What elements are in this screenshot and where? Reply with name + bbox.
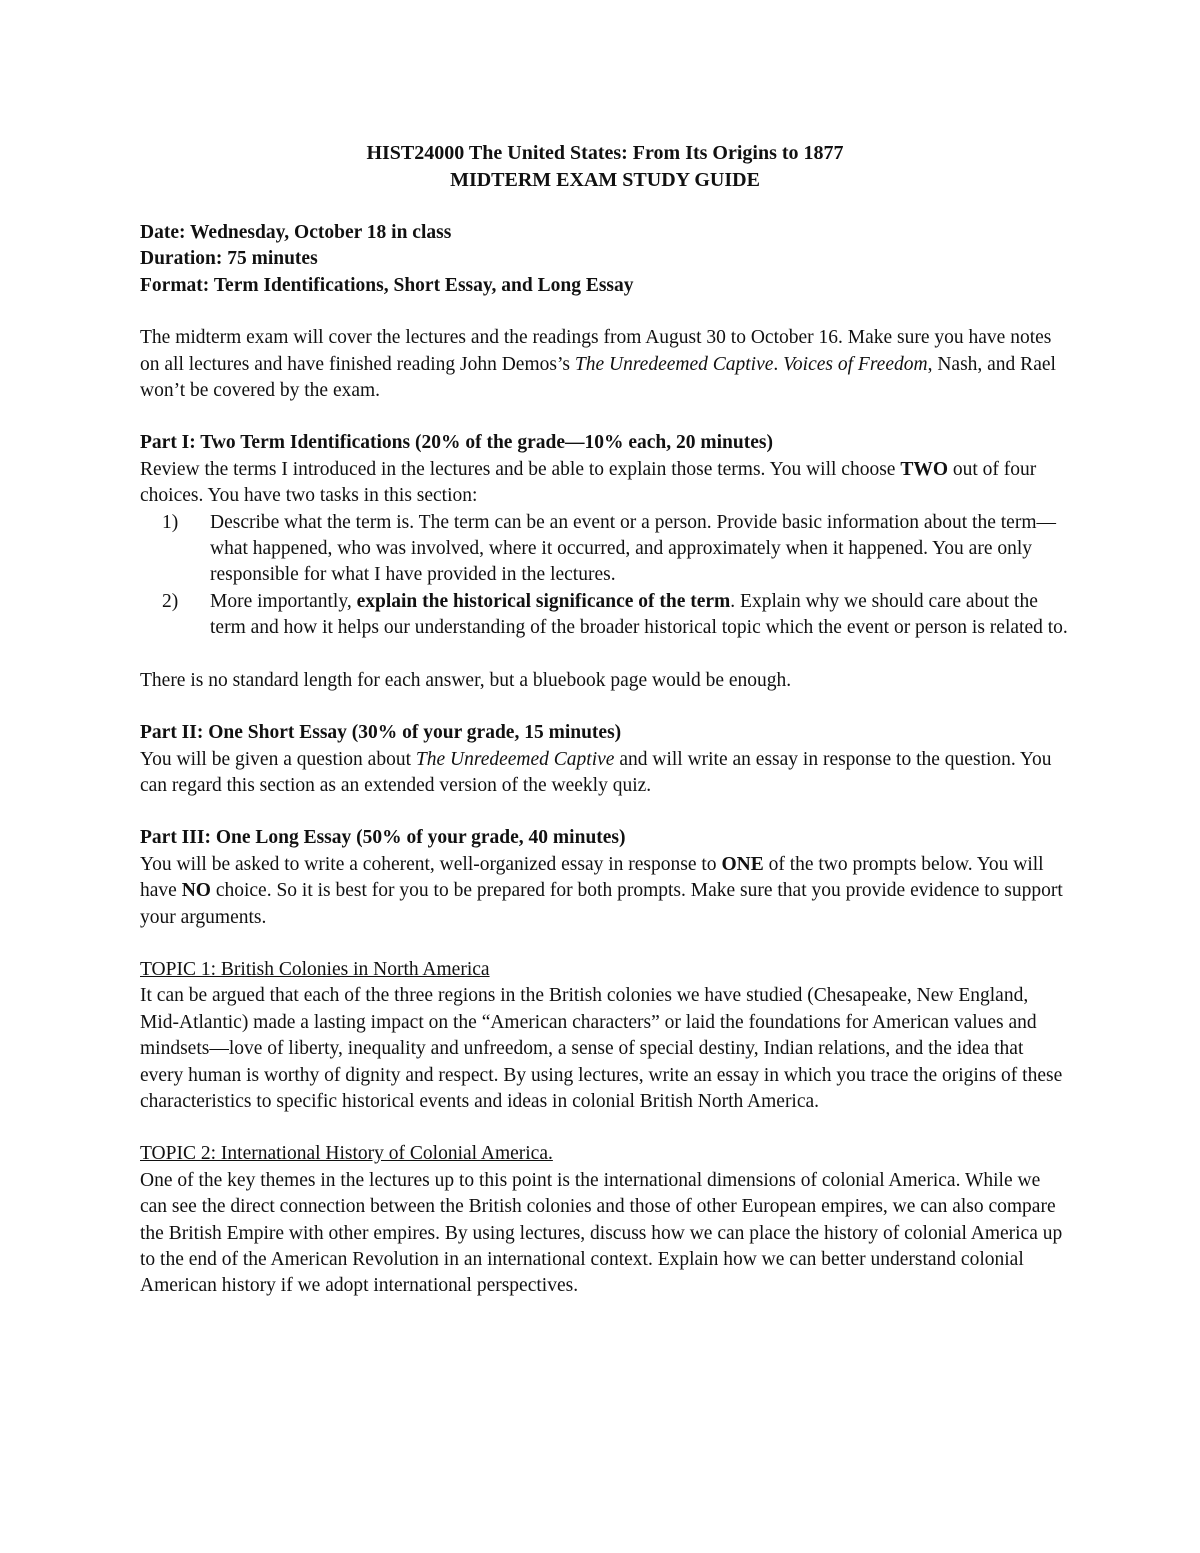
book-title: Voices of Freedom [783,353,928,375]
course-title: HIST24000 The United States: From Its Origins to 1877 [366,142,844,164]
document-page [140,140,1070,1300]
list-item: 2) More importantly, explain the historical significance of the term. Explain why we should care about the term and how it helps our understanding of the broader historical topic which the event or person is related to. [162,590,1068,639]
topic2-title: TOPIC 2: International History of Colonial America. [140,1143,553,1165]
topic1-title: TOPIC 1: British Colonies in North America [140,958,490,980]
part2-section [140,720,1070,799]
list-number: 1) [162,511,179,533]
part1-intro: Review the terms I introduced in the lectures and be able to explain those terms. You will choose TWO out of four choices. You have two tasks in this section: [140,458,1037,507]
topic1-section [140,957,1070,1115]
exam-format: Format: Term Identifications, Short Essay, and Long Essay [140,274,634,296]
document-header [140,140,1070,194]
part3-heading: Part III: One Long Essay (50% of your grade, 40 minutes) [140,827,626,849]
exam-date: Date: Wednesday, October 18 in class [140,222,452,243]
part3-section [140,825,1070,931]
exam-logistics [140,220,1070,299]
part1-section [140,430,1070,694]
part1-length-note: There is no standard length for each answer, but a bluebook page would be enough. [140,669,792,691]
exam-duration: Duration: 75 minutes [140,248,318,270]
topic1-text: It can be argued that each of the three regions in the British colonies we have studied (Chesapeake, New England, Mid-Atlantic) made a lasting impact on the “American characters” or laid the foundations for American values and mindsets—love of liberty, inequality and unfreedom, a sense of special destiny, Indian relations, and the idea that every human is worthy of dignity and respect. By using lectures, write an essay in which you trace the origins of these characteristics to specific historical events and ideas in colonial British North America. [140,985,1063,1112]
part1-task-list [140,510,1070,642]
list-item: 1) Describe what the term is. The term can be an event or a person. Provide basic information about the term—what happened, who was involved, where it occurred, and approximately when it happened. You are only responsible for what I have provided in the lectures. [162,511,1056,586]
part2-heading: Part II: One Short Essay (30% of your grade, 15 minutes) [140,722,622,744]
topic2-section [140,1141,1070,1299]
document-title: MIDTERM EXAM STUDY GUIDE [450,169,760,191]
list-number: 2) [162,590,179,612]
part3-text: You will be asked to write a coherent, well-organized essay in response to ONE of the two prompts below. You will have NO choice. So it is best for you to be prepared for both prompts. Make sure that you provide evidence to support your arguments. [140,853,1063,928]
intro-paragraph: The midterm exam will cover the lectures and the readings from August 30 to October 16. Make sure you have notes on all lectures and have finished reading John Demos’s The Unredeemed Captive. Voices of Freedom, Nash, and Rael won’t be covered by the exam. [140,327,1056,402]
book-title: The Unredeemed Captive [415,748,615,770]
part1-heading: Part I: Two Term Identifications (20% of the grade—10% each, 20 minutes) [140,432,773,454]
part2-text: You will be given a question about The Unredeemed Captive and will write an essay in response to the question. You can regard this section as an extended version of the weekly quiz. [140,748,1052,796]
book-title: The Unredeemed Captive [574,353,774,375]
topic2-text: One of the key themes in the lectures up to this point is the international dimensions of colonial America. While we can see the direct connection between the British colonies and those of other European empires, we can also compare the British Empire with other empires. By using lectures, discuss how we can place the history of colonial America up to the end of the American Revolution in an international context. Explain how we can better understand colonial American history if we adopt international perspectives. [140,1169,1063,1297]
